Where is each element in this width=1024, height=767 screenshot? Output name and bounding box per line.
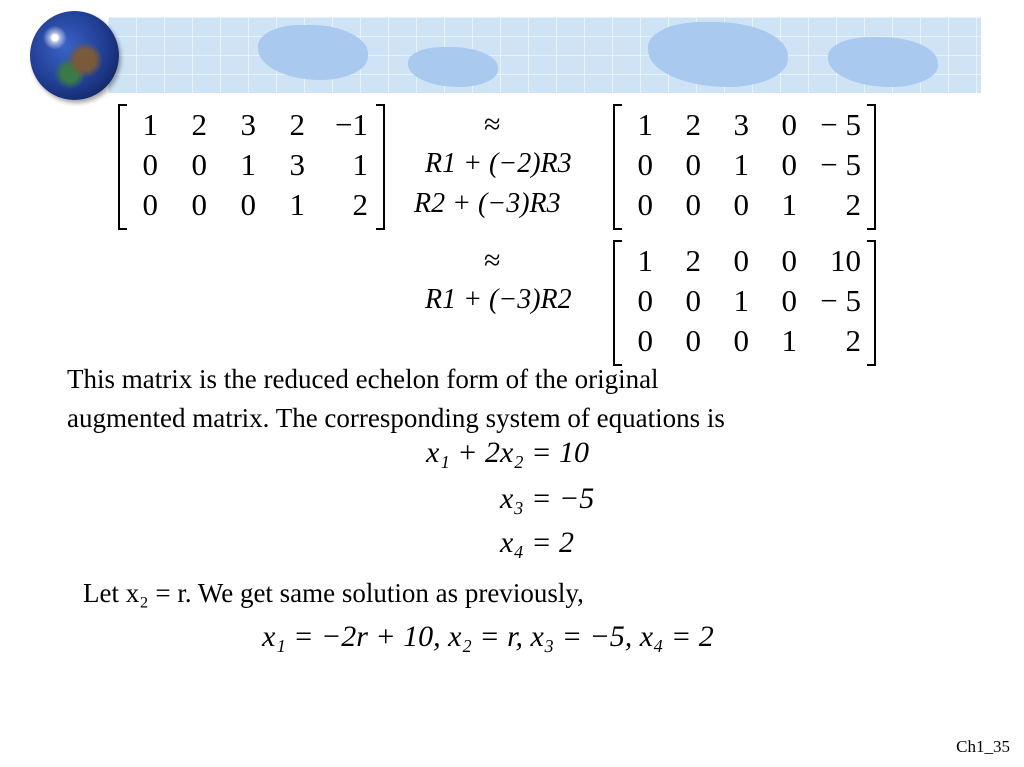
matrix-cell: 0 (685, 283, 701, 318)
matrix-cell: 0 (637, 187, 653, 222)
matrix-cell: 1 (733, 283, 749, 318)
matrix-cell: 2 (845, 187, 861, 222)
paragraph-line: augmented matrix. The corresponding system of equations is (67, 403, 725, 433)
map-landmass (258, 25, 368, 80)
matrix-cell: 0 (685, 323, 701, 358)
system-equation: x₁ + 2x₂ = 10 (426, 436, 589, 469)
matrix-cell: 2 (191, 107, 207, 142)
matrix-cell: 10 (830, 243, 861, 278)
matrix-cell: 0 (142, 187, 158, 222)
row-operation: R1 + (−2)R3 (425, 148, 572, 179)
approx-symbol: ≈ (484, 244, 501, 277)
matrix-cell: 0 (191, 147, 207, 182)
matrix-cell: 0 (733, 187, 749, 222)
matrix-cell: 1 (142, 107, 158, 142)
matrix-cell: 1 (781, 323, 797, 358)
matrix-cell: 0 (781, 147, 797, 182)
matrix-cell: 0 (191, 187, 207, 222)
matrix-cell: 0 (685, 187, 701, 222)
matrix-cell: − 5 (820, 107, 861, 142)
matrix-cell: 0 (685, 147, 701, 182)
matrix-cell: −1 (335, 107, 368, 142)
matrix-cell: 3 (733, 107, 749, 142)
matrix-cell: 2 (685, 243, 701, 278)
matrix-cell: 0 (637, 323, 653, 358)
row-operation: R1 + (−3)R2 (425, 284, 572, 315)
matrix-cell: 1 (781, 187, 797, 222)
matrix-cell: 0 (781, 107, 797, 142)
row-operation: R2 + (−3)R3 (414, 188, 561, 219)
matrix-cell: 0 (637, 283, 653, 318)
matrix-cell: 1 (637, 107, 653, 142)
matrix-cell: 2 (685, 107, 701, 142)
slide-number: Ch1_35 (956, 737, 1010, 756)
matrix-bracket-right (376, 104, 385, 230)
matrix-cell: 0 (240, 187, 256, 222)
system-equation: x₃ = −5 (500, 482, 595, 515)
matrix-cell: 0 (637, 147, 653, 182)
matrix-cell: 0 (142, 147, 158, 182)
matrix-bracket-right (867, 240, 876, 366)
map-landmass (828, 37, 938, 87)
matrix-cell: 3 (240, 107, 256, 142)
matrix-cell: 2 (845, 323, 861, 358)
let-line: Let x₂ = r. We get same solution as previously, (83, 578, 584, 608)
matrix-cell: − 5 (820, 147, 861, 182)
matrix-bracket-right (867, 104, 876, 230)
matrix-cell: 1 (637, 243, 653, 278)
matrix-cell: − 5 (820, 283, 861, 318)
matrix-cell: 1 (733, 147, 749, 182)
matrix-cell: 1 (240, 147, 256, 182)
matrix-cell: 0 (781, 283, 797, 318)
matrix-cell: 2 (289, 107, 305, 142)
matrix-cell: 1 (289, 187, 305, 222)
map-landmass (648, 22, 788, 87)
matrix-cell: 0 (781, 243, 797, 278)
solution-equation: x₁ = −2r + 10, x₂ = r, x₃ = −5, x₄ = 2 (262, 620, 714, 653)
matrix-cell: 2 (352, 187, 368, 222)
globe-icon (30, 11, 119, 100)
paragraph-line: This matrix is the reduced echelon form of the original (67, 364, 659, 394)
map-landmass (408, 47, 498, 87)
system-equation: x₄ = 2 (500, 526, 574, 559)
matrix-cell: 0 (733, 243, 749, 278)
matrix-cell: 1 (352, 147, 368, 182)
approx-symbol: ≈ (484, 108, 501, 141)
matrix-cell: 3 (289, 147, 305, 182)
matrix-cell: 0 (733, 323, 749, 358)
header-banner (108, 17, 981, 93)
